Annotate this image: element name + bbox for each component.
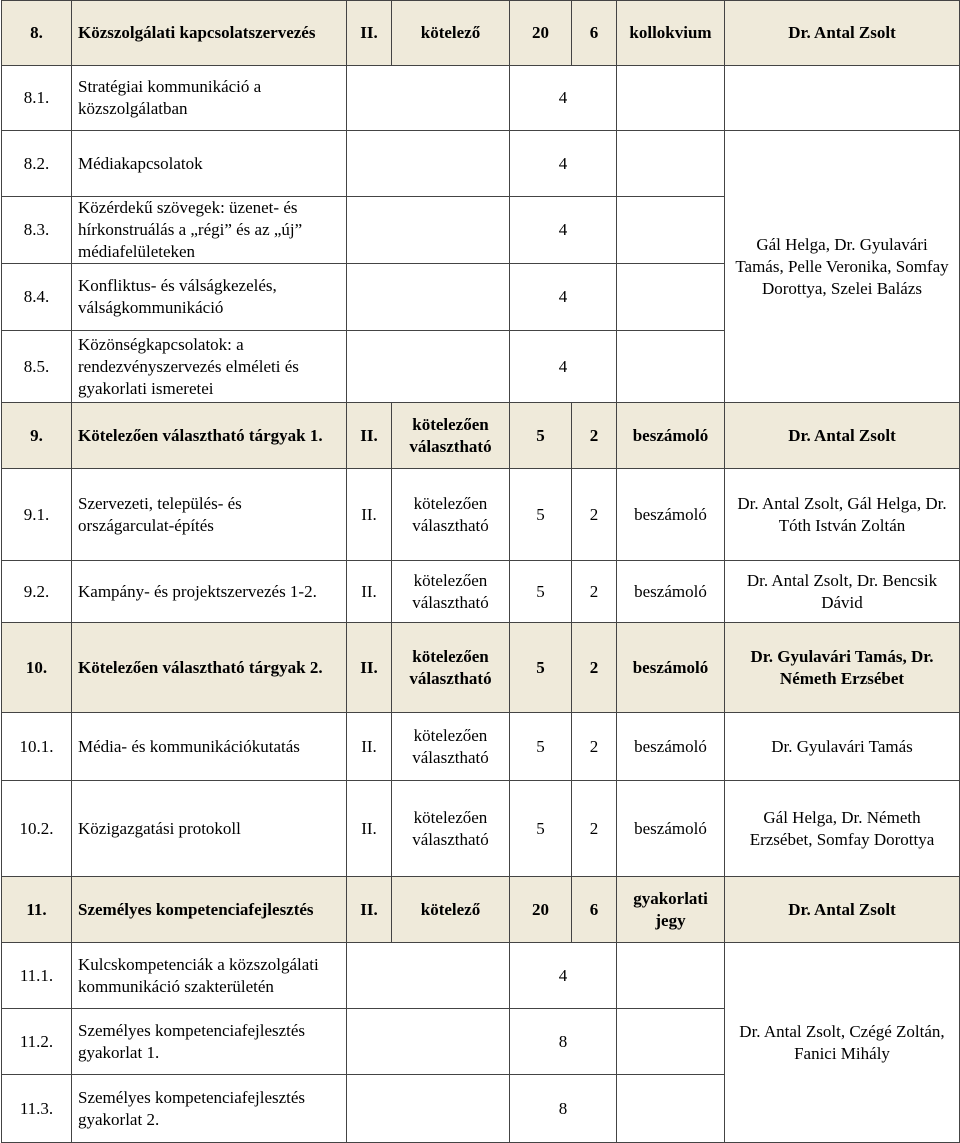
empty-cell <box>347 943 510 1009</box>
credit: 6 <box>572 1 617 66</box>
subject-name: Személyes kompetenciafejlesztés gyakorlat 1. <box>72 1009 347 1075</box>
row-number: 8.3. <box>2 197 72 264</box>
subject-name: Kulcskompetenciák a közszolgálati kommunikáció szakterületén <box>72 943 347 1009</box>
empty-cell <box>347 66 510 131</box>
subject-name: Közönségkapcsolatok: a rendezvényszervezés elméleti és gyakorlati ismeretei <box>72 331 347 403</box>
row-number: 9.1. <box>2 469 72 561</box>
row-number: 8. <box>2 1 72 66</box>
table-row <box>2 943 960 1009</box>
empty-cell <box>347 1075 510 1143</box>
status: kötelezően választható <box>392 781 510 877</box>
exam-type: beszámoló <box>617 403 725 469</box>
group-teacher: Dr. Antal Zsolt, Czégé Zoltán, Fanici Mihály <box>725 943 960 1143</box>
subject-name: Szervezeti, település- és országarculat-építés <box>72 469 347 561</box>
hours: 5 <box>510 781 572 877</box>
credit: 2 <box>572 713 617 781</box>
row-number: 11.2. <box>2 1009 72 1075</box>
credit: 2 <box>572 623 617 713</box>
empty-cell <box>617 131 725 197</box>
row-number: 8.2. <box>2 131 72 197</box>
teacher: Dr. Antal Zsolt <box>725 1 960 66</box>
subject-name: Kötelezően választható tárgyak 1. <box>72 403 347 469</box>
empty-cell <box>617 943 725 1009</box>
semester: II. <box>347 877 392 943</box>
subject-name: Kampány- és projektszervezés 1-2. <box>72 561 347 623</box>
row-number: 9.2. <box>2 561 72 623</box>
credit: 6 <box>572 877 617 943</box>
row-number: 10.2. <box>2 781 72 877</box>
credit: 2 <box>572 781 617 877</box>
empty-cell <box>617 1075 725 1143</box>
hours: 5 <box>510 403 572 469</box>
empty-cell <box>617 66 725 131</box>
teacher: Dr. Antal Zsolt <box>725 403 960 469</box>
subject-name: Közérdekű szövegek: üzenet- és hírkonstruálás a „régi” és az „új” médiafelületeken <box>72 197 347 264</box>
curriculum-table <box>1 0 960 1143</box>
empty-cell <box>617 1009 725 1075</box>
subject-name: Közigazgatási protokoll <box>72 781 347 877</box>
row-number: 10.1. <box>2 713 72 781</box>
credit: 2 <box>572 561 617 623</box>
teacher: Dr. Gyulavári Tamás, Dr. Németh Erzsébet <box>725 623 960 713</box>
semester: II. <box>347 623 392 713</box>
table-row <box>2 131 960 197</box>
hours: 4 <box>510 66 617 131</box>
empty-cell <box>347 197 510 264</box>
table-row <box>2 781 960 877</box>
hours: 5 <box>510 469 572 561</box>
row-number: 8.1. <box>2 66 72 131</box>
teacher: Dr. Antal Zsolt, Dr. Bencsik Dávid <box>725 561 960 623</box>
status: kötelező <box>392 877 510 943</box>
exam-type: beszámoló <box>617 623 725 713</box>
status: kötelezően választható <box>392 403 510 469</box>
status: kötelezően választható <box>392 623 510 713</box>
table-row <box>2 403 960 469</box>
empty-cell <box>725 66 960 131</box>
subject-name: Közszolgálati kapcsolatszervezés <box>72 1 347 66</box>
semester: II. <box>347 781 392 877</box>
table-row <box>2 877 960 943</box>
status: kötelezően választható <box>392 713 510 781</box>
empty-cell <box>617 264 725 331</box>
table-row <box>2 469 960 561</box>
empty-cell <box>347 264 510 331</box>
hours: 20 <box>510 1 572 66</box>
empty-cell <box>347 1009 510 1075</box>
credit: 2 <box>572 469 617 561</box>
table-row <box>2 66 960 131</box>
teacher: Dr. Antal Zsolt, Gál Helga, Dr. Tóth István Zoltán <box>725 469 960 561</box>
row-number: 11.1. <box>2 943 72 1009</box>
hours: 5 <box>510 713 572 781</box>
semester: II. <box>347 403 392 469</box>
hours: 8 <box>510 1009 617 1075</box>
hours: 4 <box>510 331 617 403</box>
semester: II. <box>347 469 392 561</box>
subject-name: Konfliktus- és válságkezelés, válságkommunikáció <box>72 264 347 331</box>
exam-type: beszámoló <box>617 781 725 877</box>
exam-type: beszámoló <box>617 469 725 561</box>
row-number: 8.4. <box>2 264 72 331</box>
hours: 5 <box>510 561 572 623</box>
row-number: 8.5. <box>2 331 72 403</box>
semester: II. <box>347 713 392 781</box>
subject-name: Személyes kompetenciafejlesztés <box>72 877 347 943</box>
teacher: Dr. Gyulavári Tamás <box>725 713 960 781</box>
status: kötelezően választható <box>392 561 510 623</box>
exam-type: gyakorlati jegy <box>617 877 725 943</box>
table-row <box>2 713 960 781</box>
subject-name: Médiakapcsolatok <box>72 131 347 197</box>
subject-name: Kötelezően választható tárgyak 2. <box>72 623 347 713</box>
semester: II. <box>347 1 392 66</box>
empty-cell <box>347 331 510 403</box>
teacher: Gál Helga, Dr. Németh Erzsébet, Somfay Dorottya <box>725 781 960 877</box>
status: kötelezően választható <box>392 469 510 561</box>
subject-name: Stratégiai kommunikáció a közszolgálatban <box>72 66 347 131</box>
teacher: Dr. Antal Zsolt <box>725 877 960 943</box>
row-number: 9. <box>2 403 72 469</box>
subject-name: Személyes kompetenciafejlesztés gyakorlat 2. <box>72 1075 347 1143</box>
hours: 8 <box>510 1075 617 1143</box>
exam-type: kollokvium <box>617 1 725 66</box>
exam-type: beszámoló <box>617 561 725 623</box>
empty-cell <box>347 131 510 197</box>
hours: 4 <box>510 264 617 331</box>
credit: 2 <box>572 403 617 469</box>
hours: 4 <box>510 131 617 197</box>
empty-cell <box>617 197 725 264</box>
hours: 4 <box>510 943 617 1009</box>
semester: II. <box>347 561 392 623</box>
row-number: 11. <box>2 877 72 943</box>
empty-cell <box>617 331 725 403</box>
subject-name: Média- és kommunikációkutatás <box>72 713 347 781</box>
status: kötelező <box>392 1 510 66</box>
hours: 20 <box>510 877 572 943</box>
group-teacher: Gál Helga, Dr. Gyulavári Tamás, Pelle Veronika, Somfay Dorottya, Szelei Balázs <box>725 131 960 403</box>
hours: 5 <box>510 623 572 713</box>
hours: 4 <box>510 197 617 264</box>
table-row <box>2 561 960 623</box>
row-number: 11.3. <box>2 1075 72 1143</box>
row-number: 10. <box>2 623 72 713</box>
table-row <box>2 1 960 66</box>
table-row <box>2 623 960 713</box>
exam-type: beszámoló <box>617 713 725 781</box>
